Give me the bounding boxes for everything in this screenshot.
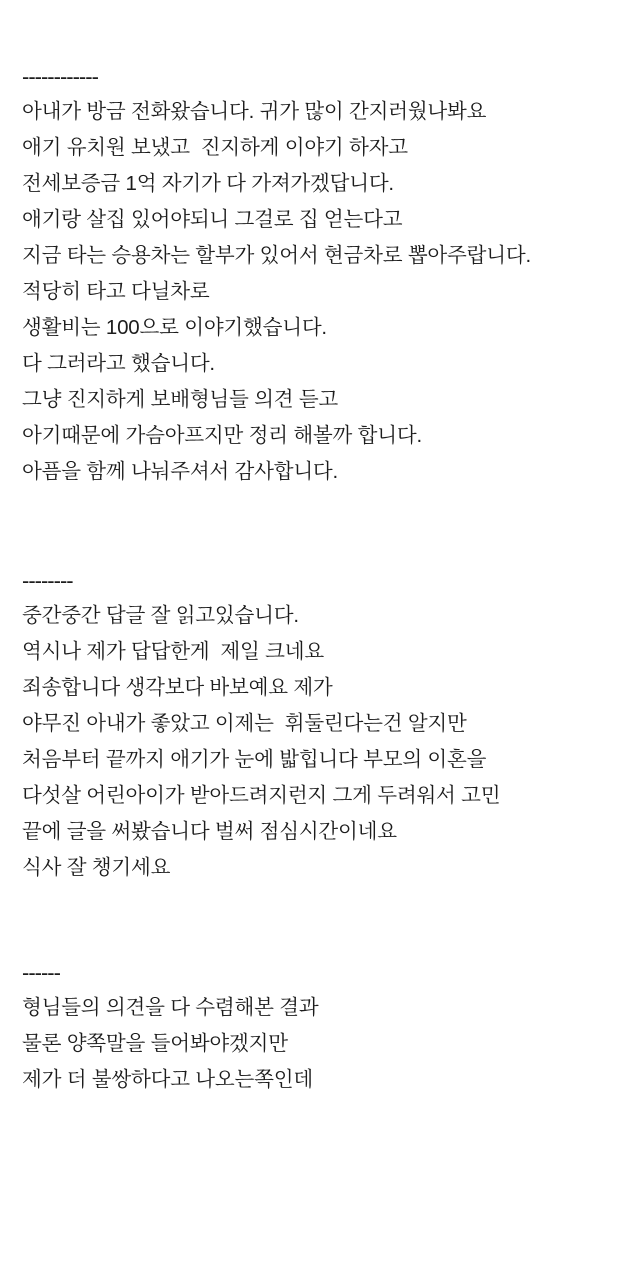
paragraph-line: 형님들의 의견을 다 수렴해본 결과 [22, 996, 319, 1019]
paragraph-line: 아픔을 함께 나눠주셔서 감사합니다. [22, 460, 339, 483]
block-spacer [22, 490, 618, 564]
paragraph-line: 역시나 제가 답답한게 제일 크네요 [22, 640, 324, 663]
paragraph-line: 지금 타는 승용차는 할부가 있어서 현금차로 뽑아주랍니다. [22, 244, 531, 267]
top-cropped-text-strip [22, 0, 618, 16]
paragraph-line: 다섯살 어린아이가 받아드려지런지 그게 두려워서 고민 [22, 784, 501, 807]
paragraph-line: 생활비는 100으로 이야기했습니다. [22, 316, 327, 339]
divider-line: ------------ [22, 64, 98, 89]
paragraph-line: 아기때문에 가슴아프지만 정리 해볼까 합니다. [22, 424, 422, 447]
paragraph-line: 아내가 방금 전화왔습니다. 귀가 많이 간지러웠나봐요 [22, 100, 487, 123]
text-block-1 [22, 60, 618, 490]
paragraph-line: 중간중간 답글 잘 읽고있습니다. [22, 604, 299, 627]
paragraph-line: 애기 유치원 보냈고 진지하게 이야기 하자고 [22, 136, 408, 159]
paragraph-line: 식사 잘 챙기세요 [22, 856, 171, 879]
paragraph-line: 물론 양쪽말을 들어봐야겠지만 [22, 1032, 288, 1055]
text-block-3 [22, 956, 618, 1098]
paragraph-line: 애기랑 살집 있어야되니 그걸로 집 얻는다고 [22, 208, 403, 231]
paragraph-line: 처음부터 끝까지 애기가 눈에 밟힙니다 부모의 이혼을 [22, 748, 487, 771]
paragraph-line: 그냥 진지하게 보배형님들 의견 듣고 [22, 388, 339, 411]
paragraph-line: 적당히 타고 다닐차로 [22, 280, 210, 303]
paragraph-line: 다 그러라고 했습니다. [22, 352, 215, 375]
divider-line: ------ [22, 960, 60, 985]
paragraph-line: 제가 더 불쌍하다고 나오는쪽인데 [22, 1068, 313, 1091]
block-spacer [22, 886, 618, 956]
paragraph-line: 죄송합니다 생각보다 바보예요 제가 [22, 676, 333, 699]
paragraph-line: 전세보증금 1억 자기가 다 가져가겠답니다. [22, 172, 394, 195]
paragraph-line: 야무진 아내가 좋았고 이제는 휘둘린다는건 알지만 [22, 712, 467, 735]
paragraph-line: 끝에 글을 써봤습니다 벌써 점심시간이네요 [22, 820, 397, 843]
divider-line: -------- [22, 568, 73, 593]
text-block-2 [22, 564, 618, 886]
